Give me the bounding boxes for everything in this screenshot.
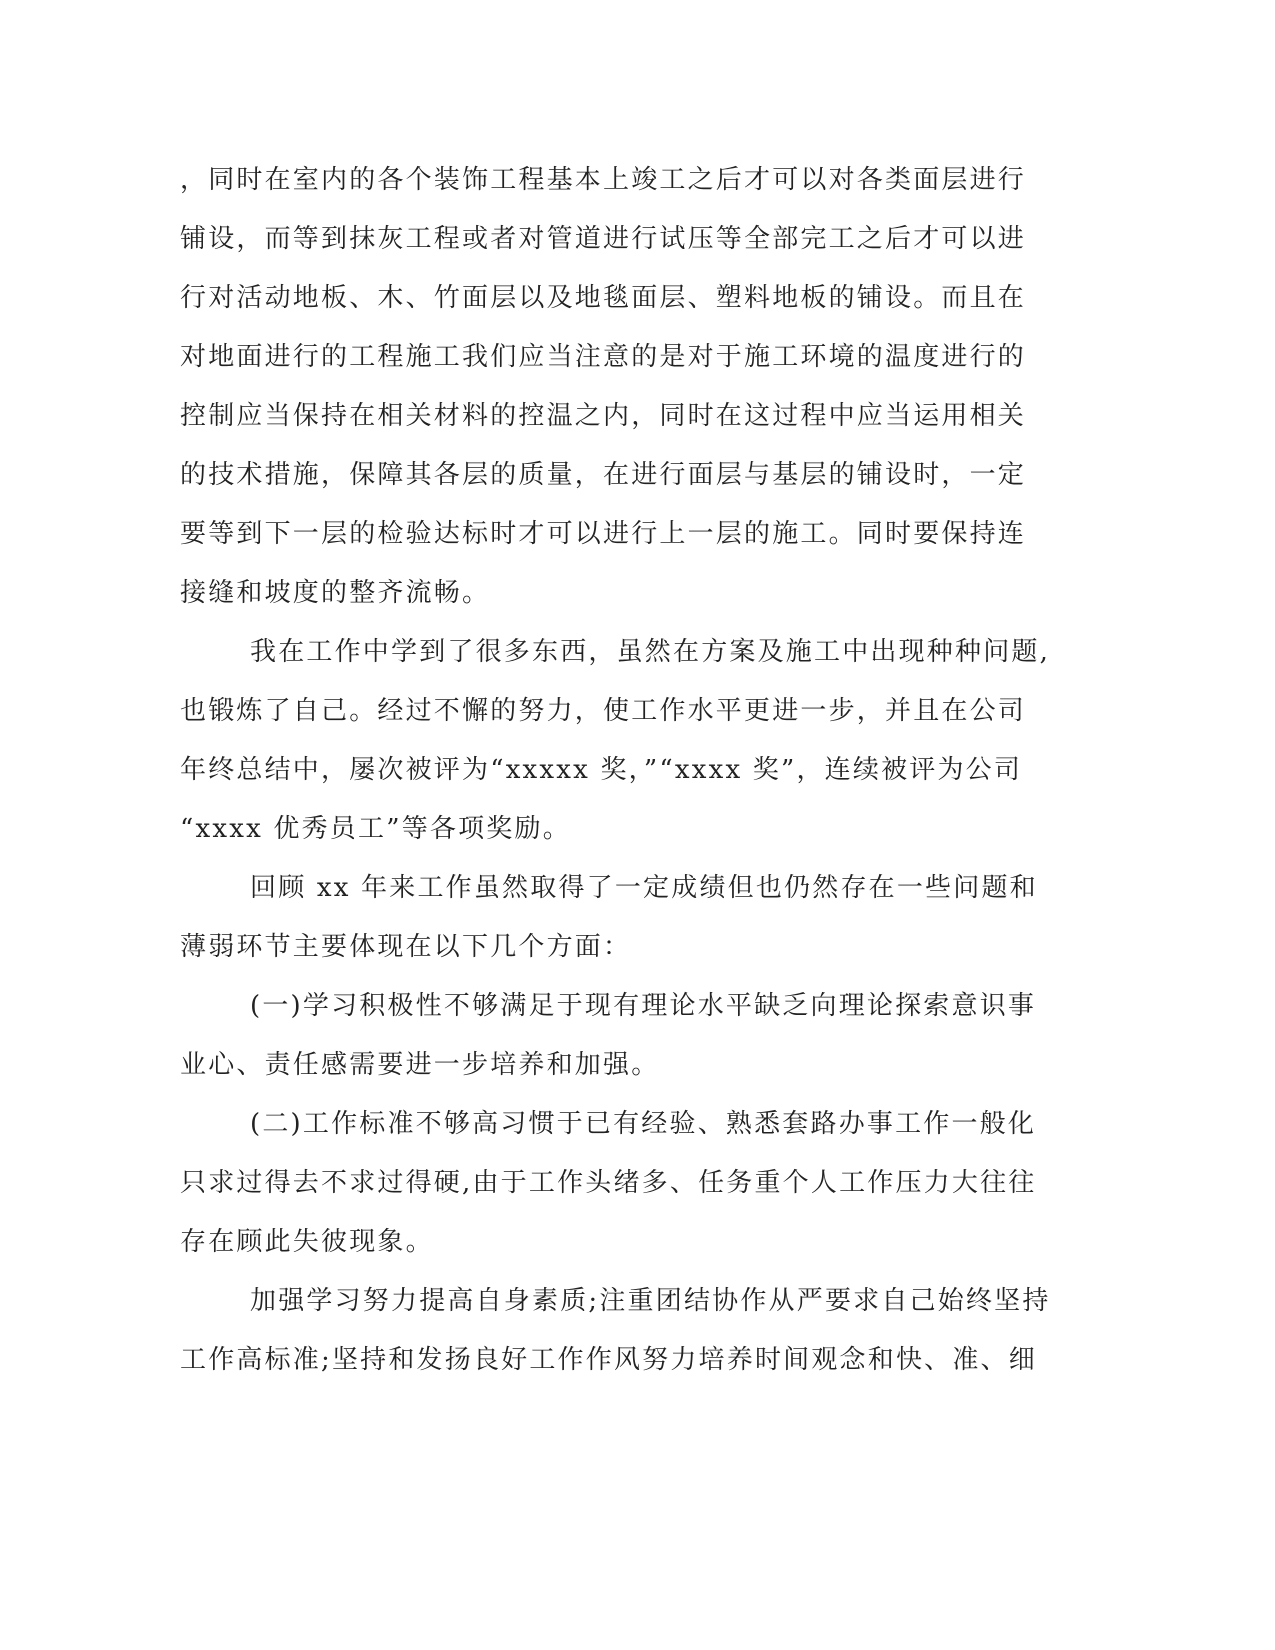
text-line: 行对活动地板、木、竹面层以及地毯面层、塑料地板的铺设。而且在	[180, 283, 1027, 313]
text-line: 薄弱环节主要体现在以下几个方面：	[180, 932, 632, 962]
text-line: ，同时在室内的各个装饰工程基本上竣工之后才可以对各类面层进行	[180, 165, 1027, 195]
text-line: 接缝和坡度的整齐流畅。	[180, 578, 491, 608]
text-line: 铺设，而等到抹灰工程或者对管道进行试压等全部完工之后才可以进	[180, 224, 1027, 254]
paragraph-start-line: (一)学习积极性不够满足于现有理论水平缺乏向理论探索意识事	[250, 991, 1037, 1021]
text-line: 要等到下一层的检验达标时才可以进行上一层的施工。同时要保持连	[180, 519, 1027, 549]
text-line: “xxxx 优秀员工”等各项奖励。	[180, 814, 571, 844]
text-line: 年终总结中，屡次被评为“xxxxx 奖，”“xxxx 奖”，连续被评为公司	[180, 755, 1023, 785]
text-line: 对地面进行的工程施工我们应当注意的是对于施工环境的温度进行的	[180, 342, 1027, 372]
text-line: 业心、责任感需要进一步培养和加强。	[180, 1050, 660, 1080]
text-line: 的技术措施，保障其各层的质量，在进行面层与基层的铺设时，一定	[180, 460, 1027, 490]
paragraph-start-line: 回顾 xx 年来工作虽然取得了一定成绩但也仍然存在一些问题和	[250, 873, 1038, 903]
text-line: 存在顾此失彼现象。	[180, 1227, 434, 1257]
text-line: 也锻炼了自己。经过不懈的努力，使工作水平更进一步，并且在公司	[180, 696, 1027, 726]
text-line: 控制应当保持在相关材料的控温之内，同时在这过程中应当运用相关	[180, 401, 1027, 431]
text-line: 工作高标准;坚持和发扬良好工作作风努力培养时间观念和快、准、细	[180, 1345, 1037, 1375]
paragraph-start-line: 加强学习努力提高自身素质;注重团结协作从严要求自己始终坚持	[250, 1286, 1051, 1316]
paragraph-start-line: (二)工作标准不够高习惯于已有经验、熟悉套路办事工作一般化	[250, 1109, 1037, 1139]
paragraph-start-line: 我在工作中学到了很多东西，虽然在方案及施工中出现种种问题,	[250, 637, 1051, 667]
text-line: 只求过得去不求过得硬,由于工作头绪多、任务重个人工作压力大往往	[180, 1168, 1037, 1198]
